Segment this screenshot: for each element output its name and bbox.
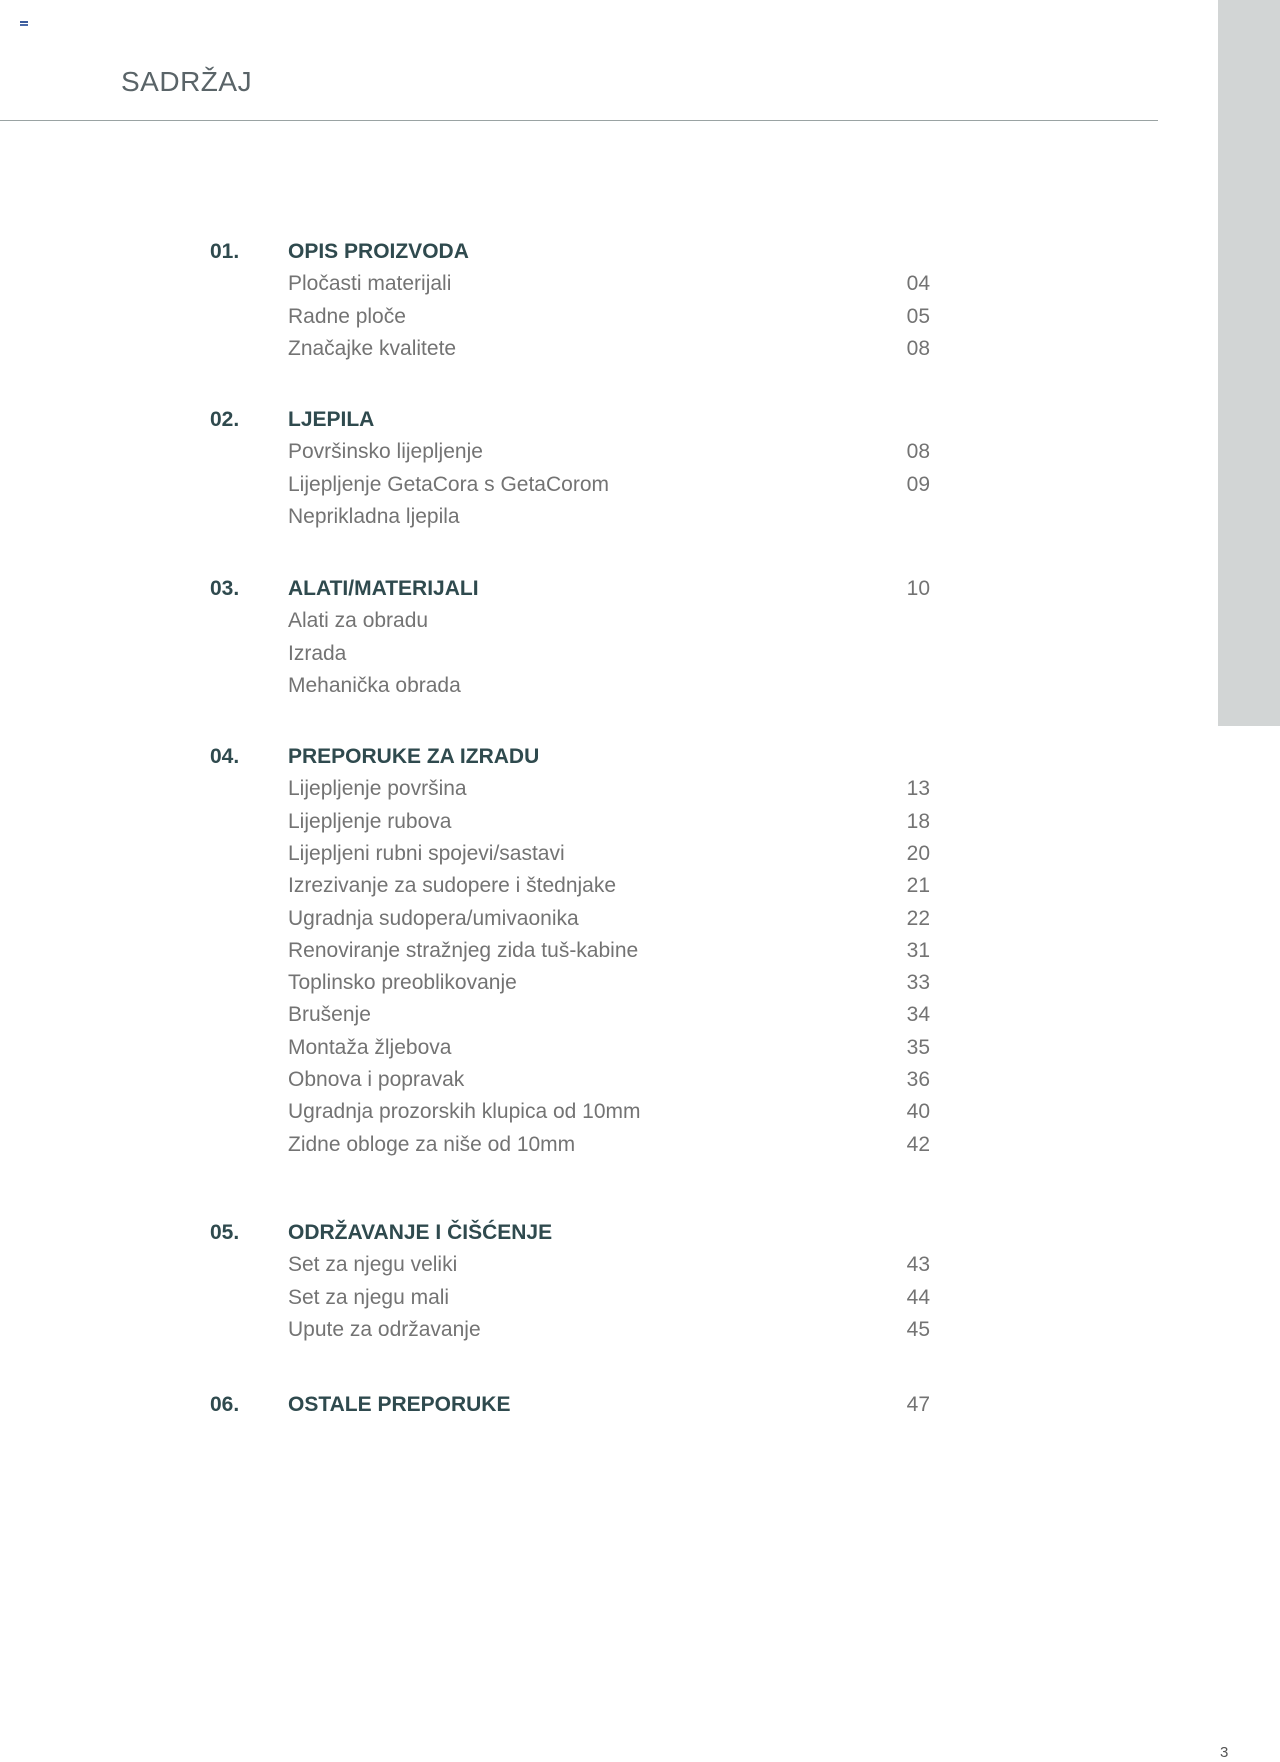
toc-entry[interactable] <box>0 1318 1000 1350</box>
toc-entry-label: Lijepljeni rubni spojevi/sastavi <box>288 841 565 865</box>
toc-section-heading[interactable] <box>0 577 1000 609</box>
toc-entry-page-number: 34 <box>906 1003 930 1027</box>
toc-entry[interactable] <box>0 1286 1000 1318</box>
toc-entry-label: Montaža žljebova <box>288 1035 452 1059</box>
section-title: ODRŽAVANJE I ČIŠĆENJE <box>288 1221 553 1244</box>
toc-entry-label: Obnova i popravak <box>288 1068 465 1091</box>
toc-entry[interactable] <box>0 305 1000 337</box>
toc-entry[interactable] <box>0 337 1000 369</box>
toc-entry[interactable] <box>0 1036 1000 1068</box>
toc-entry[interactable] <box>0 473 1000 505</box>
toc-entry[interactable] <box>0 1133 1000 1165</box>
toc-entry-label: Neprikladna ljepila <box>288 504 460 528</box>
section-number: 06. <box>210 1393 240 1416</box>
toc-entry-label: Toplinsko preoblikovanje <box>288 971 517 995</box>
toc-entry[interactable] <box>0 1068 1000 1100</box>
section-title: OSTALE PREPORUKE <box>288 1393 511 1416</box>
toc-entry[interactable] <box>0 1253 1000 1285</box>
toc-entry[interactable] <box>0 842 1000 874</box>
section-title: ALATI/MATERIJALI <box>288 577 479 600</box>
toc-entry-label: Lijepljenje površina <box>288 777 467 801</box>
section-number: 05. <box>210 1221 240 1244</box>
toc-entry-page-number: 22 <box>906 906 930 930</box>
toc-entry-label: Brušenje <box>288 1003 371 1027</box>
toc-entry[interactable] <box>0 642 1000 674</box>
toc-section-heading[interactable] <box>0 745 1000 777</box>
toc-entry-label: Alati za obradu <box>288 609 429 633</box>
toc-entry-page-number: 44 <box>906 1285 930 1309</box>
corner-logo-icon <box>20 21 28 27</box>
toc-entry-page-number: 08 <box>906 440 930 464</box>
title-divider <box>0 120 1158 121</box>
toc-entry[interactable] <box>0 1003 1000 1035</box>
footer-page-number: 3 <box>1220 1744 1229 1761</box>
toc-entry[interactable] <box>0 939 1000 971</box>
section-title: PREPORUKE ZA IZRADU <box>288 745 540 768</box>
section-page-number: 47 <box>906 1393 930 1416</box>
toc-entry-page-number: 43 <box>906 1253 930 1277</box>
toc-section-heading[interactable] <box>0 408 1000 440</box>
toc-entry-label: Ugradnja sudopera/umivaonika <box>288 906 579 930</box>
toc-entry-page-number: 33 <box>906 971 930 995</box>
side-tab-bar <box>1218 0 1280 726</box>
section-number: 01. <box>210 240 240 263</box>
toc-entry[interactable] <box>0 440 1000 472</box>
toc-entry[interactable] <box>0 874 1000 906</box>
toc-entry-page-number: 35 <box>906 1035 930 1059</box>
toc-entry-page-number: 13 <box>906 777 930 801</box>
toc-entry-page-number: 18 <box>906 809 930 833</box>
toc-entry[interactable] <box>0 777 1000 809</box>
toc-entry-page-number: 40 <box>906 1100 930 1124</box>
toc-section-heading[interactable] <box>0 240 1000 272</box>
toc-entry[interactable] <box>0 907 1000 939</box>
toc-entry-label: Izrezivanje za sudopere i štednjake <box>288 874 617 898</box>
toc-entry-page-number: 45 <box>906 1317 930 1341</box>
toc-entry[interactable] <box>0 810 1000 842</box>
toc-entry-page-number: 42 <box>906 1132 930 1156</box>
toc-entry-label: Mehanička obrada <box>288 673 461 697</box>
toc-entry-label: Izrada <box>288 641 347 665</box>
toc-entry-page-number: 20 <box>906 841 930 865</box>
page-title: SADRŽAJ <box>121 66 253 97</box>
section-number: 03. <box>210 577 240 600</box>
toc-entry[interactable] <box>0 505 1000 537</box>
toc-entry-label: Upute za održavanje <box>288 1317 481 1341</box>
toc-entry-label: Renoviranje stražnjeg zida tuš-kabine <box>288 938 639 962</box>
toc-section-heading[interactable] <box>0 1393 1000 1425</box>
section-number: 04. <box>210 745 240 768</box>
toc-entry-label: Lijepljenje GetaCora s GetaCorom <box>288 472 609 496</box>
toc-entry[interactable] <box>0 272 1000 304</box>
toc-entry-page-number: 08 <box>906 336 930 360</box>
toc-entry-label: Lijepljenje rubova <box>288 809 452 833</box>
toc-entry-label: Pločasti materijali <box>288 272 452 296</box>
toc-entry-page-number: 21 <box>906 874 930 898</box>
toc-entry[interactable] <box>0 971 1000 1003</box>
toc-entry-label: Radne ploče <box>288 304 406 328</box>
toc-entry-label: Zidne obloge za niše od 10mm <box>288 1132 576 1156</box>
section-title: OPIS PROIZVODA <box>288 240 469 263</box>
toc-entry-page-number: 04 <box>906 272 930 296</box>
toc-entry-page-number: 31 <box>906 938 930 962</box>
toc-section-heading[interactable] <box>0 1221 1000 1253</box>
toc-entry-label: Set za njegu mali <box>288 1285 450 1309</box>
toc-entry[interactable] <box>0 674 1000 706</box>
section-title: LJEPILA <box>288 408 375 431</box>
toc-entry-label: Ugradnja prozorskih klupica od 10mm <box>288 1100 641 1124</box>
toc-entry-label: Značajke kvalitete <box>288 336 457 360</box>
section-page-number: 10 <box>906 577 930 600</box>
toc-entry-label: Površinsko lijepljenje <box>288 440 483 464</box>
toc-entry[interactable] <box>0 1100 1000 1132</box>
toc-entry-page-number: 09 <box>906 472 930 496</box>
section-number: 02. <box>210 408 240 431</box>
toc-entry-page-number: 36 <box>906 1068 930 1091</box>
toc-entry-label: Set za njegu veliki <box>288 1253 458 1277</box>
toc-entry[interactable] <box>0 609 1000 641</box>
toc-entry-page-number: 05 <box>906 304 930 328</box>
